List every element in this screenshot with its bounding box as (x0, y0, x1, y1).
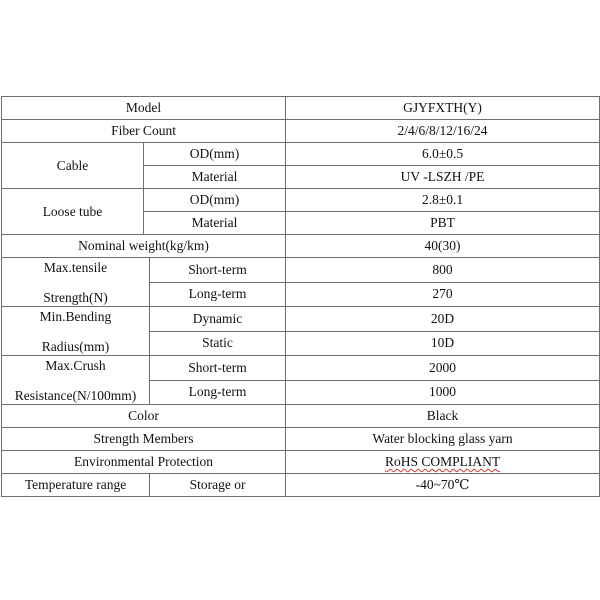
crush-label-line2: Resistance(N/100mm) (14, 388, 137, 403)
model-label: Model (2, 97, 286, 120)
cable-material-label: Material (144, 166, 286, 189)
tensile-label-line2: Strength(N) (43, 290, 108, 305)
bending-label (2, 307, 150, 356)
spec-sheet (0, 96, 600, 501)
tensile-label (2, 258, 150, 307)
row-crush-short (2, 356, 600, 381)
nominal-weight-value: 40(30) (286, 235, 600, 258)
environmental-value (286, 451, 600, 474)
loose-tube-od-value: 2.8±0.1 (286, 189, 600, 212)
color-value: Black (286, 405, 600, 428)
bending-static-label: Static (150, 331, 286, 356)
crush-label (2, 356, 150, 405)
crush-short-value: 2000 (286, 356, 600, 381)
bending-label-line1: Min.Bending (39, 309, 112, 324)
row-color (2, 405, 600, 428)
environmental-value-text: RoHS COMPLIANT (384, 454, 501, 469)
row-fiber-count (2, 120, 600, 143)
tensile-short-label: Short-term (150, 258, 286, 283)
fiber-count-label: Fiber Count (2, 120, 286, 143)
temperature-sub-label: Storage or (150, 474, 286, 497)
temperature-label: Temperature range (2, 474, 150, 497)
crush-label-line1: Max.Crush (45, 358, 106, 373)
crush-long-label: Long-term (150, 380, 286, 405)
row-temperature (2, 474, 600, 497)
bending-dynamic-label: Dynamic (150, 307, 286, 332)
loose-tube-material-label: Material (144, 212, 286, 235)
spec-table (1, 96, 600, 497)
row-model (2, 97, 600, 120)
fiber-count-value: 2/4/6/8/12/16/24 (286, 120, 600, 143)
color-label: Color (2, 405, 286, 428)
nominal-weight-label: Nominal weight(kg/km) (2, 235, 286, 258)
bending-label-line2: Radius(mm) (41, 339, 110, 354)
row-tensile-short (2, 258, 600, 283)
cable-material-value: UV -LSZH /PE (286, 166, 600, 189)
row-nominal-weight (2, 235, 600, 258)
tensile-long-label: Long-term (150, 282, 286, 307)
model-value: GJYFXTH(Y) (286, 97, 600, 120)
tensile-long-value: 270 (286, 282, 600, 307)
bending-dynamic-value: 20D (286, 307, 600, 332)
row-loose-tube-od (2, 189, 600, 212)
row-cable-od (2, 143, 600, 166)
tensile-label-line1: Max.tensile (43, 260, 108, 275)
row-strength-members (2, 428, 600, 451)
strength-members-value: Water blocking glass yarn (286, 428, 600, 451)
environmental-label: Environmental Protection (2, 451, 286, 474)
loose-tube-label: Loose tube (2, 189, 144, 235)
row-bending-dynamic (2, 307, 600, 332)
loose-tube-material-value: PBT (286, 212, 600, 235)
tensile-short-value: 800 (286, 258, 600, 283)
bending-static-value: 10D (286, 331, 600, 356)
cable-od-value: 6.0±0.5 (286, 143, 600, 166)
crush-short-label: Short-term (150, 356, 286, 381)
crush-long-value: 1000 (286, 380, 600, 405)
strength-members-label: Strength Members (2, 428, 286, 451)
cable-label: Cable (2, 143, 144, 189)
row-environmental (2, 451, 600, 474)
cable-od-label: OD(mm) (144, 143, 286, 166)
temperature-value: -40~70℃ (286, 474, 600, 497)
loose-tube-od-label: OD(mm) (144, 189, 286, 212)
